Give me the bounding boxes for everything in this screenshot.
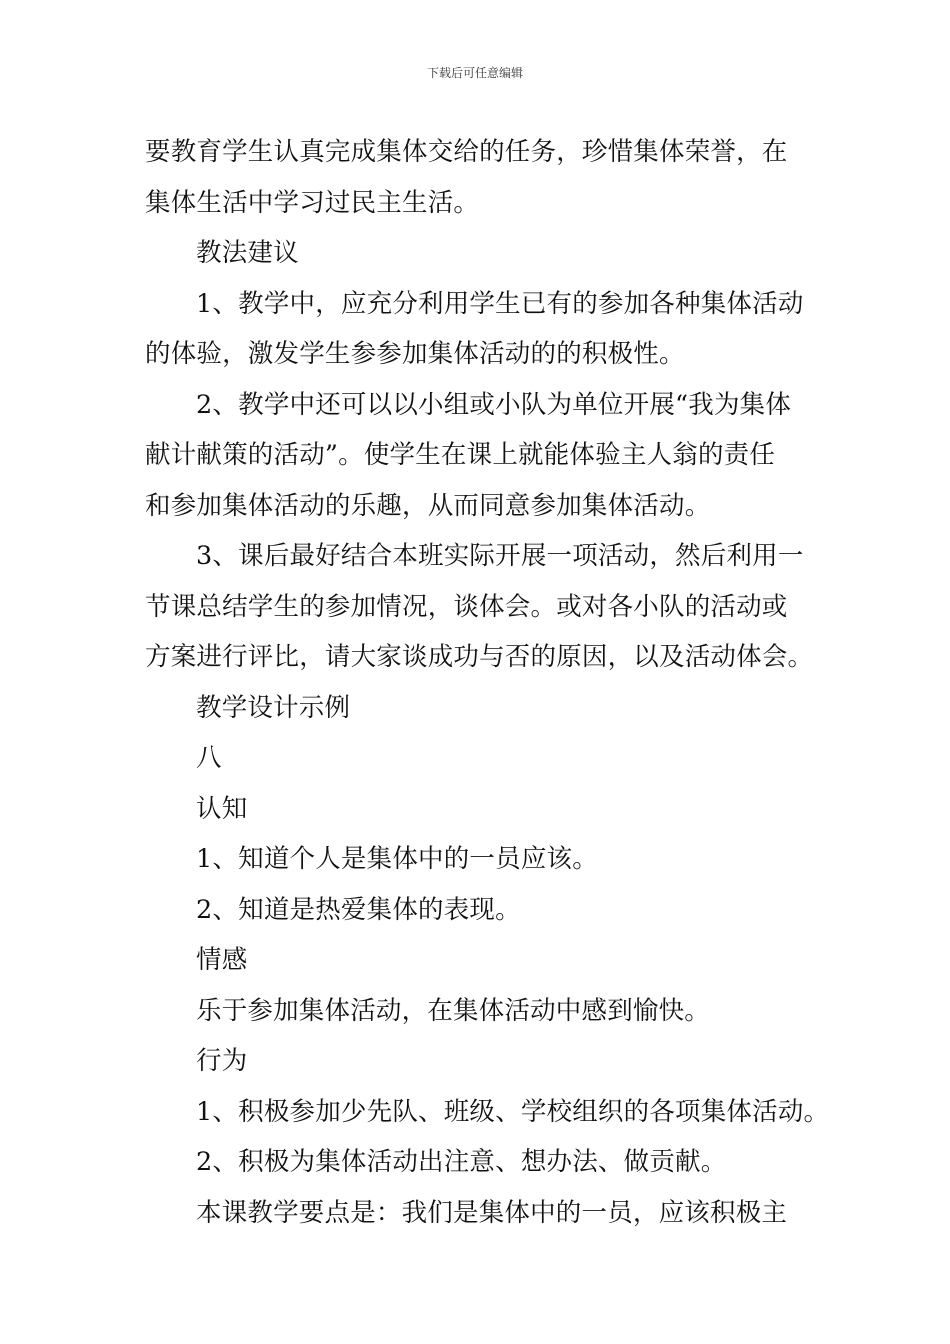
- paragraph-line: 2、教学中还可以以小组或小队为单位开展“我为集体: [196, 389, 792, 420]
- list-item: 1、知道个人是集体中的一员应该。: [196, 844, 598, 874]
- paragraph-line: 和参加集体活动的乐趣，从而同意参加集体活动。: [145, 490, 711, 521]
- paragraph-line: 献计献策的活动”。使学生在课上就能体验主人翁的责任: [145, 440, 776, 470]
- paragraph-line: 的体验，激发学生参参加集体活动的的积极性。: [145, 339, 685, 369]
- paragraph-line: 1、教学中，应充分利用学生已有的参加各种集体活动: [196, 288, 804, 319]
- paragraph-line: 3、课后最好结合本班实际开展一项活动，然后利用一: [196, 541, 804, 571]
- subsection-heading: 情感: [196, 945, 248, 975]
- paragraph-line: 要教育学生认真完成集体交给的任务，珍惜集体荣誉，在: [145, 137, 788, 167]
- list-item: 1、积极参加少先队、班级、学校组织的各项集体活动。: [196, 1096, 830, 1127]
- paragraph-line: 乐于参加集体活动，在集体活动中感到愉快。: [196, 995, 711, 1026]
- page-header: 下载后可任意编辑: [426, 66, 523, 80]
- paragraph-line: 方案进行评比，请大家谈成功与否的原因，以及活动体会。: [145, 642, 814, 672]
- list-item: 2、知道是热爱集体的表现。: [196, 894, 521, 925]
- section-heading: 教法建议: [196, 238, 299, 268]
- subsection-heading: 行为: [196, 1046, 248, 1076]
- paragraph-line: 本课教学要点是：我们是集体中的一员，应该积极主: [196, 1197, 788, 1228]
- section-number: 八: [196, 743, 222, 773]
- subsection-heading: 认知: [196, 793, 248, 824]
- paragraph-line: 集体生活中学习过民主生活。: [145, 187, 480, 218]
- section-heading: 教学设计示例: [196, 692, 351, 723]
- document-body: [145, 127, 830, 1238]
- list-item: 2、积极为集体活动出注意、想办法、做贡献。: [196, 1147, 727, 1177]
- paragraph-line: 节课总结学生的参加情况，谈体会。或对各小队的活动或: [145, 591, 788, 622]
